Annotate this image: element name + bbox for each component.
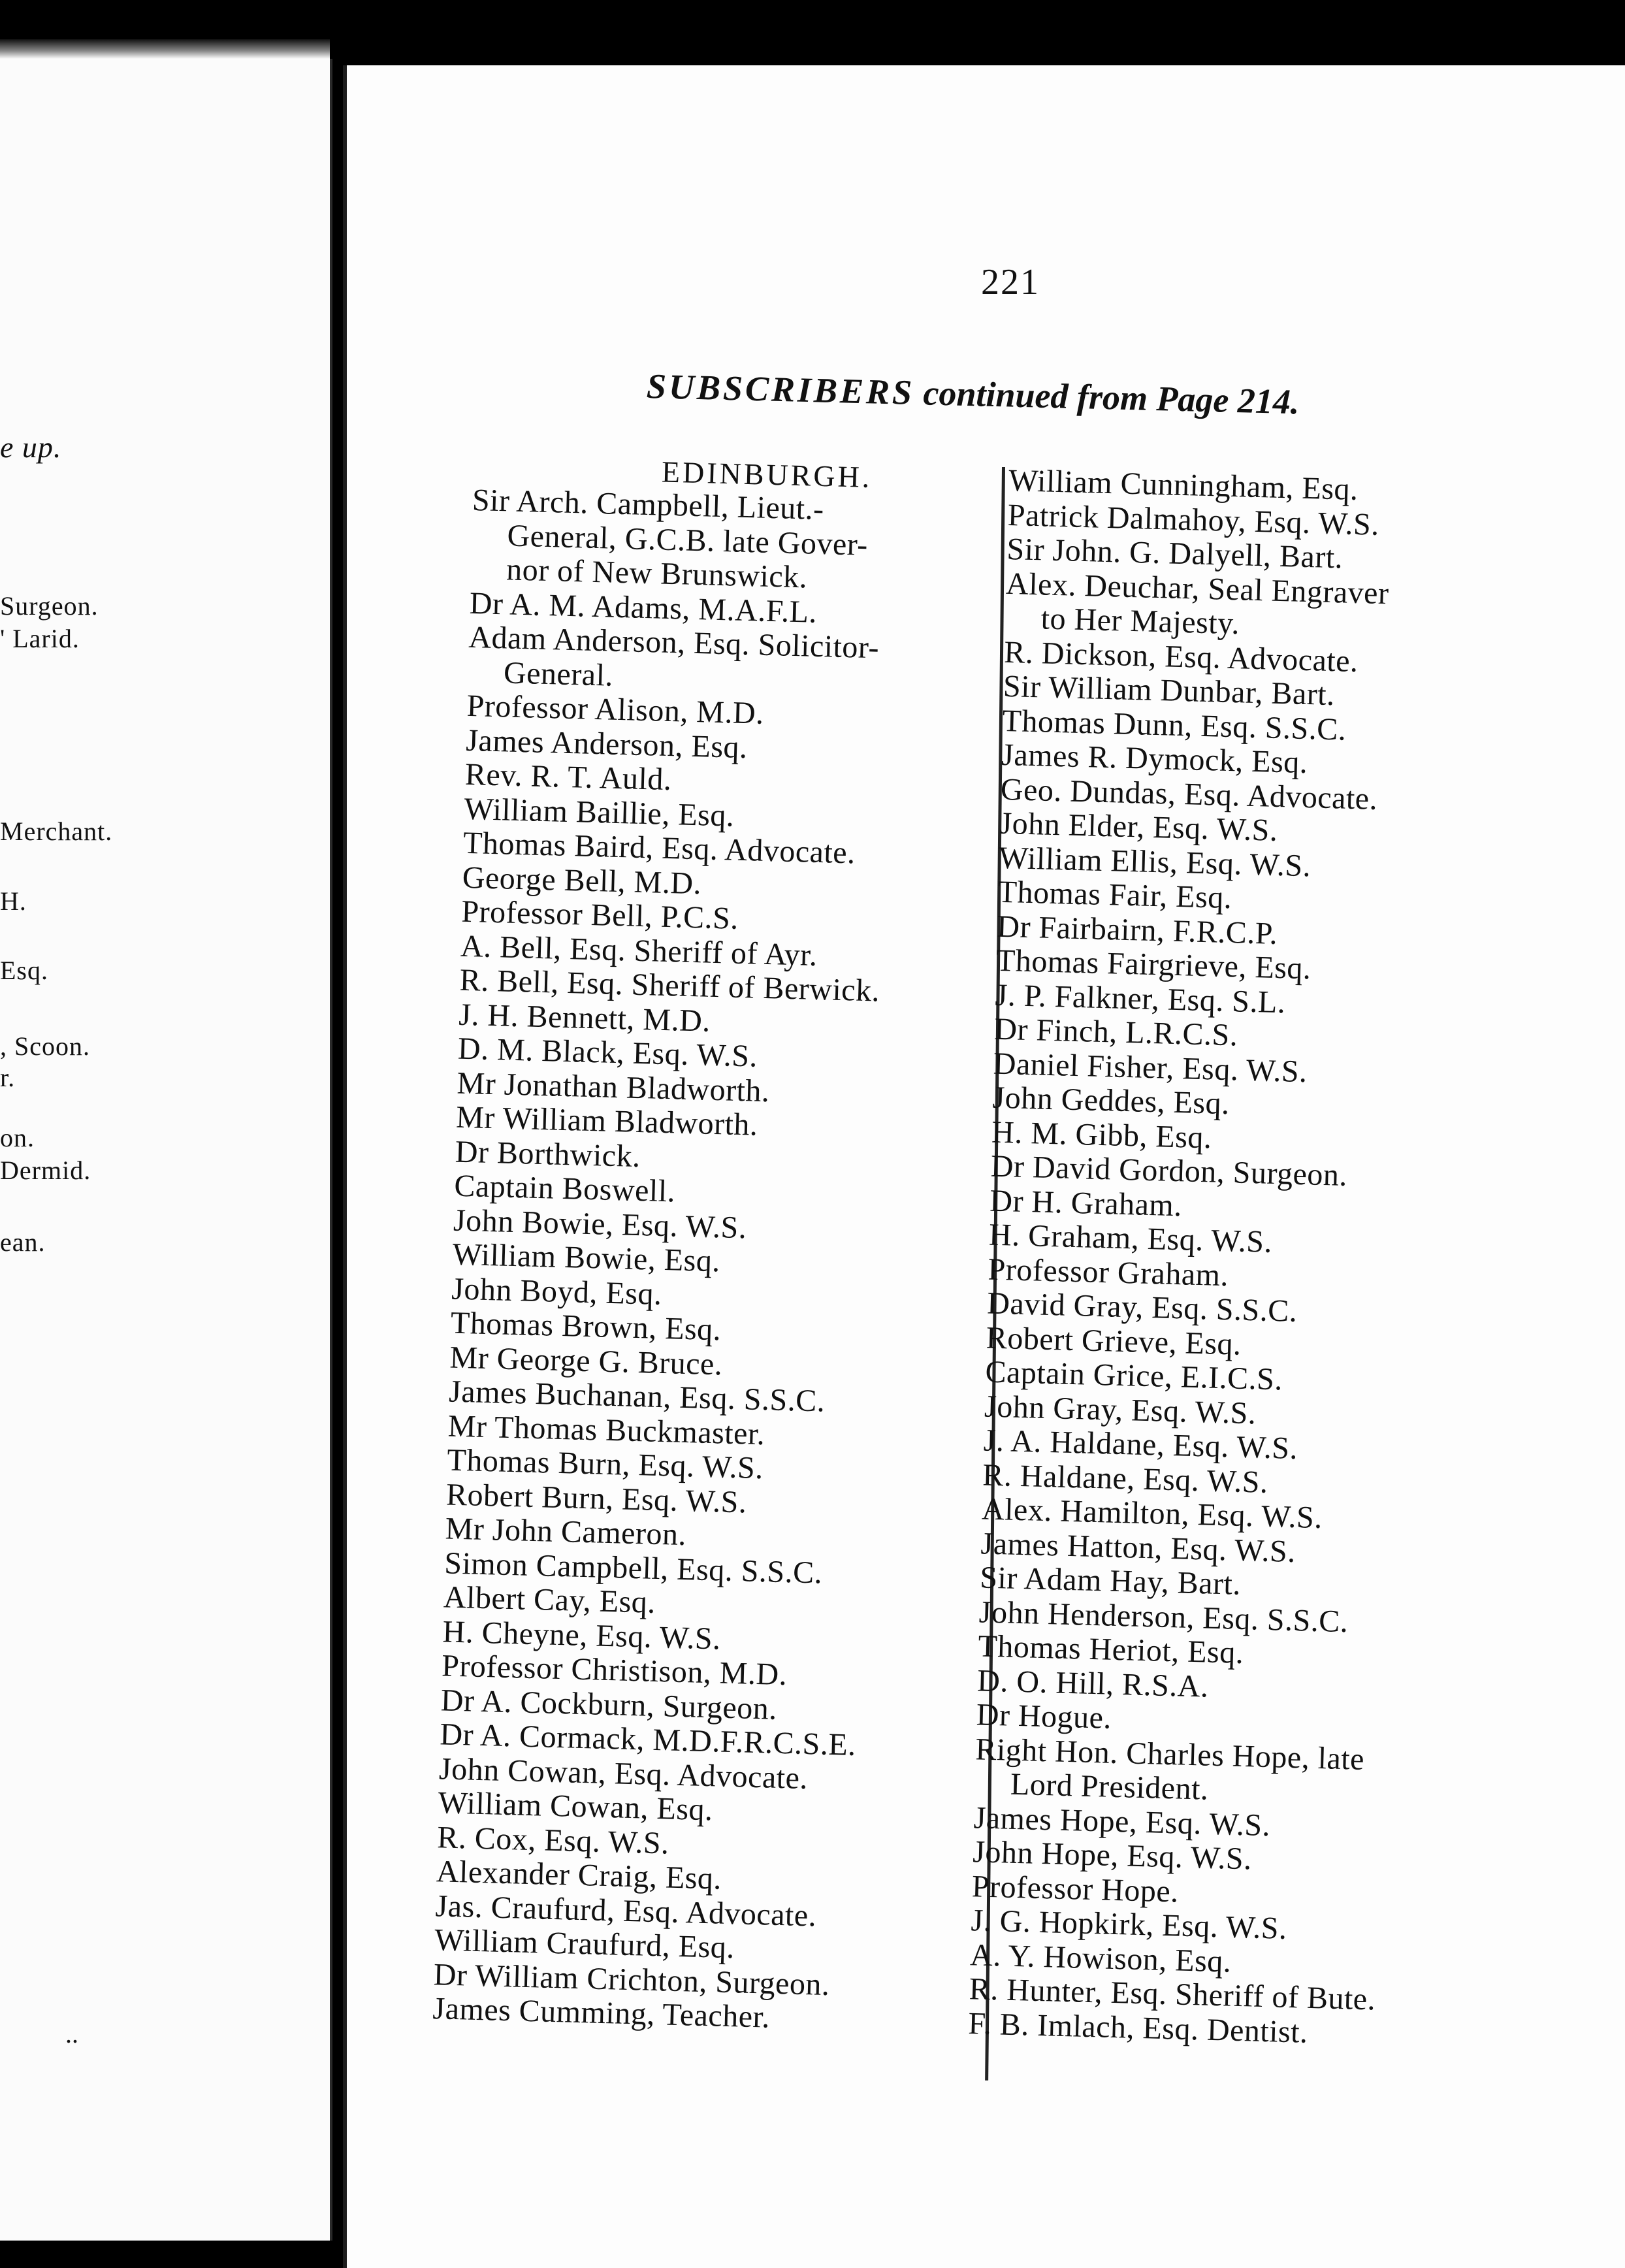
subscriber-list-right [968,464,1545,2055]
subscriber-entry: Dr A. Cormack, M.D.F.R.C.S.E. [439,1717,857,1763]
left-page-line: r. [0,1063,16,1092]
subscriber-entry: Alex. Deuchar, Seal Engraver [1005,566,1390,611]
page-number: 221 [981,262,1040,302]
subscriber-entry: R. Bell, Esq. Sheriff of Berwick. [459,962,880,1009]
subscriber-entry: R. Cox, Esq. W.S. [436,1819,670,1861]
subscriber-entry: William Ellis, Esq. W.S. [998,840,1311,883]
subscriber-entry: Daniel Fisher, Esq. W.S. [993,1046,1308,1089]
subscriber-entry: Albert Cay, Esq. [443,1580,656,1620]
left-page [0,59,332,2241]
subscriber-entry: Right Hon. Charles Hope, late [974,1731,1365,1777]
subscriber-entry: James R. Dymock, Esq. [1001,737,1308,781]
subscriber-entry: Thomas Dunn, Esq. S.S.C. [1002,703,1347,747]
subscriber-entry: Dr Fairbairn, F.R.C.P. [996,909,1278,951]
subscriber-entry: Professor Alison, M.D. [466,688,765,731]
subscriber-entry: Jas. Craufurd, Esq. Advocate. [434,1888,817,1934]
subscriber-entry: Dr Hogue. [976,1697,1112,1736]
subscriber-entry: Thomas Fairgrieve, Esq. [995,943,1312,986]
left-page-dots: .. [65,2019,78,2049]
subscriber-entry: H. M. Gibb, Esq. [991,1114,1213,1155]
city-heading: EDINBURGH. [661,455,873,494]
subscriber-entry: William Cunningham, Esq. [1008,463,1359,507]
left-page-line: e up. [0,430,62,464]
subscriber-entry: Alex. Hamilton, Esq. W.S. [981,1491,1323,1536]
subscriber-entry: John Boyd, Esq. [451,1271,663,1312]
subscriber-entry: John Henderson, Esq. S.S.C. [978,1594,1349,1639]
subscriber-entry: A. Bell, Esq. Sheriff of Ayr. [460,928,818,973]
left-page-line: on. [0,1123,35,1152]
subscriber-entry: Sir John. G. Dalyell, Bart. [1006,531,1343,575]
subscriber-entry: Professor Hope. [971,1868,1180,1909]
subscriber-entry: Thomas Brown, Esq. [450,1305,722,1348]
subscriber-entry: William Craufurd, Esq. [434,1922,735,1966]
subscriber-entry: Dr H. Graham. [989,1183,1183,1223]
subscriber-entry: Thomas Baird, Esq. Advocate. [462,825,856,871]
subscriber-entry: Sir William Dunbar, Bart. [1003,668,1336,713]
left-page-line: Merchant. [0,817,113,846]
subscriber-entry: James Buchanan, Esq. S.S.C. [448,1374,826,1419]
subscriber-entry: Thomas Burn, Esq. W.S. [446,1442,764,1486]
left-page-line: , Scoon. [0,1031,90,1061]
subscriber-entry: Adam Anderson, Esq. Solicitor- [468,619,880,666]
subscriber-entry: R. Dickson, Esq. Advocate. [1003,634,1359,679]
subscriber-entry: Lord President. [1010,1766,1210,1807]
subscriber-entry: J. H. Bennett, M.D. [458,997,711,1039]
subscriber-entry: Sir Adam Hay, Bart. [979,1560,1242,1602]
subscriber-entry: James Anderson, Esq. [465,722,748,765]
subscriber-entry: Dr Finch, L.R.C.S. [993,1011,1238,1053]
subscriber-entry: A. Y. Howison, Esq. [969,1937,1232,1979]
left-page-line: ean. [0,1227,46,1257]
left-page-line: Esq. [0,956,48,985]
subscriber-entry: J. P. Falkner, Esq. S.L. [995,977,1287,1020]
subscriber-entry: William Baillie, Esq. [463,791,735,834]
left-page-line: ' Larid. [0,624,80,653]
subscriber-entry: Dr Borthwick. [455,1134,641,1174]
subscriber-entry: John Gray, Esq. W.S. [984,1389,1257,1431]
subscriber-entry: John Elder, Esq. W.S. [999,805,1279,848]
subscriber-entry: Robert Grieve, Esq. [986,1320,1242,1362]
subscriber-entry: James Cumming, Teacher. [432,1991,771,2035]
subscriber-entry: Mr George G. Bruce. [449,1340,724,1382]
subscriber-entry: Dr A. Cockburn, Surgeon. [440,1682,778,1726]
subscriber-entry: Dr A. M. Adams, M.A.F.L. [469,585,818,630]
subscriber-entry: D. O. Hill, R.S.A. [976,1662,1210,1704]
subscriber-entry: H. Cheyne, Esq. W.S. [442,1613,722,1657]
subscriber-entry: Captain Grice, E.I.C.S. [984,1354,1283,1397]
subscriber-entry: William Bowie, Esq. [452,1237,721,1279]
subscriber-entry: Captain Boswell. [453,1168,676,1209]
subscriber-entry: Simon Campbell, Esq. S.S.C. [443,1545,823,1591]
subscriber-entry: Dr William Crichton, Surgeon. [433,1956,831,2002]
subscriber-entry: Rev. R. T. Auld. [464,756,673,798]
subscriber-entry: General, G.C.B. late Gover- [506,517,869,562]
subscriber-entry: James Hope, Esq. W.S. [973,1800,1271,1843]
subscriber-entry: Sir Arch. Campbell, Lieut.- [472,482,825,527]
subscriber-entry: George Bell, M.D. [462,860,702,901]
subscriber-entry: John Geddes, Esq. [991,1080,1231,1122]
left-page-line: H. [0,886,27,916]
subscriber-entry: to Her Majesty. [1040,601,1240,641]
subscriber-entry: J. A. Haldane, Esq. W.S. [983,1423,1298,1466]
subscriber-entry: D. M. Black, Esq. W.S. [457,1031,758,1074]
subscriber-entry: Mr Thomas Buckmaster. [447,1408,766,1451]
subscriber-entry: nor of New Brunswick. [506,552,808,595]
subscriber-entry: H. Graham, Esq. W.S. [988,1217,1273,1259]
subscriber-entry: David Gray, Esq. S.S.C. [986,1286,1298,1329]
subscriber-entry: F. B. Imlach, Esq. Dentist. [967,2005,1309,2050]
left-page-line: Dermid. [0,1156,91,1185]
subscriber-entry: R. Hunter, Esq. Sheriff of Bute. [969,1971,1376,2017]
subscriber-entry: Professor Graham. [988,1252,1229,1293]
subscriber-entry: General. [503,655,614,693]
left-page-line: Surgeon. [0,591,99,621]
subscriber-entry: John Hope, Esq. W.S. [972,1834,1253,1877]
subscriber-entry: Professor Christison, M.D. [441,1648,788,1693]
subscriber-entry: Mr John Cameron. [445,1511,687,1553]
subscriber-entry: Alexander Craig, Esq. [436,1854,722,1896]
subscriber-entry: Thomas Fair, Esq. [997,874,1232,916]
running-head-title: SUBSCRIBERS [646,366,915,413]
subscriber-entry: R. Haldane, Esq. W.S. [982,1457,1269,1500]
subscriber-entry: John Bowie, Esq. W.S. [453,1203,747,1245]
subscriber-entry: Mr William Bladworth. [455,1099,759,1142]
subscriber-entry: Mr Jonathan Bladworth. [456,1065,771,1109]
subscriber-entry: Professor Bell, P.C.S. [460,894,739,936]
subscriber-entry: John Cowan, Esq. Advocate. [438,1751,809,1796]
subscriber-entry: Dr David Gordon, Surgeon. [990,1148,1348,1193]
subscriber-entry: J. G. Hopkirk, Esq. W.S. [970,1903,1288,1946]
subscriber-entry: William Cowan, Esq. [438,1785,714,1828]
subscriber-entry: Geo. Dundas, Esq. Advocate. [1000,771,1378,817]
subscriber-list-left [432,451,1009,2040]
subscriber-entry: Robert Burn, Esq. W.S. [445,1476,748,1519]
subscriber-entry: James Hatton, Esq. W.S. [980,1525,1296,1569]
subscriber-entry: Thomas Heriot, Esq. [977,1628,1244,1671]
subscriber-entry: Patrick Dalmahoy, Esq. W.S. [1007,497,1380,542]
running-head-continued: continued from Page 214. [922,373,1300,422]
left-page-edge [0,39,330,59]
